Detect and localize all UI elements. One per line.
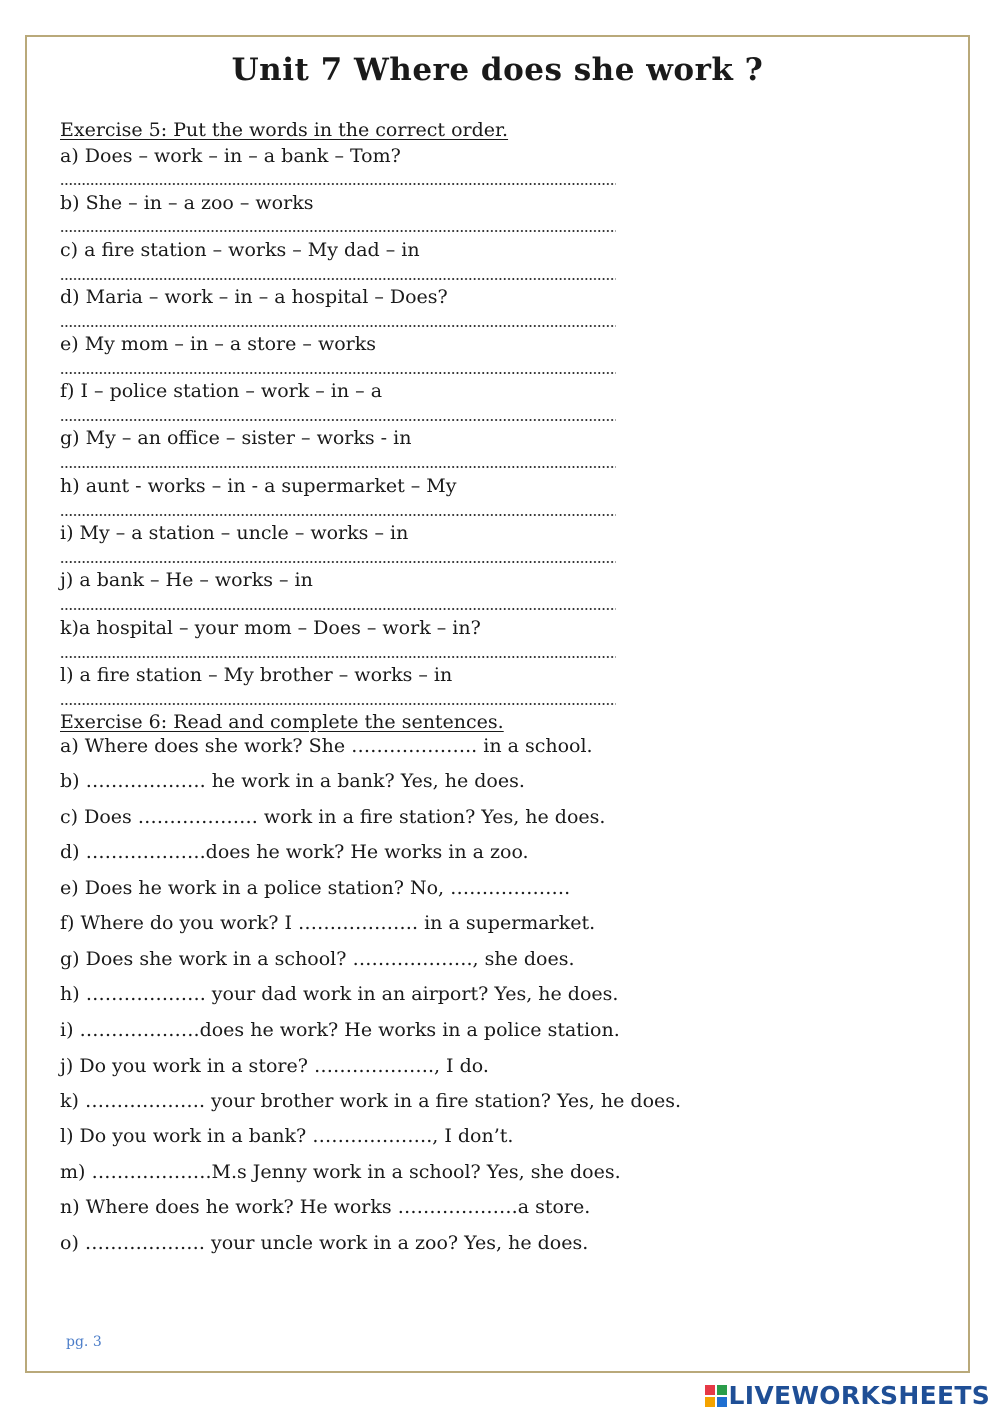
exercise-5-item-l: l) a fire station – My brother – works – in	[60, 664, 453, 686]
exercise-6-item-m: m) ……………….M.s Jenny work in a school? Yes, she does.	[60, 1161, 621, 1183]
exercise-6-item-n: n) Where does he work? He works ……………….a store.	[60, 1196, 591, 1218]
answer-line-i[interactable]	[60, 561, 616, 563]
exercise-6-heading: Exercise 6: Read and complete the sentences.	[60, 711, 504, 733]
exercise-6-item-f: f) Where do you work? I ………………. in a supermarket.	[60, 912, 596, 934]
page-number: pg. 3	[66, 1334, 102, 1350]
exercise-6-item-b: b) ………………. he work in a bank? Yes, he does.	[60, 770, 525, 792]
exercise-6-item-k: k) ………………. your brother work in a fire station? Yes, he does.	[60, 1090, 682, 1112]
answer-line-j[interactable]	[60, 608, 616, 610]
exercise-5-item-b: b) She – in – a zoo – works	[60, 192, 314, 214]
answer-line-c[interactable]	[60, 278, 616, 280]
exercise-6-item-o: o) ………………. your uncle work in a zoo? Yes, he does.	[60, 1232, 589, 1254]
exercise-6-item-e: e) Does he work in a police station? No, ……………….	[60, 877, 571, 899]
exercise-6-item-a: a) Where does she work? She ……………….. in a school.	[60, 735, 593, 757]
exercise-6-item-h: h) ………………. your dad work in an airport? Yes, he does.	[60, 983, 619, 1005]
exercise-6-item-g: g) Does she work in a school? ………………., she does.	[60, 948, 575, 970]
answer-line-a[interactable]	[60, 183, 616, 185]
exercise-5-heading: Exercise 5: Put the words in the correct order.	[60, 119, 509, 141]
exercise-6-item-d: d) ……………….does he work? He works in a zoo.	[60, 841, 529, 863]
exercise-5-item-j: j) a bank – He – works – in	[60, 569, 313, 591]
exercise-5-item-h: h) aunt - works – in - a supermarket – My	[60, 475, 457, 497]
answer-line-d[interactable]	[60, 325, 616, 327]
answer-line-b[interactable]	[60, 230, 616, 232]
answer-line-f[interactable]	[60, 419, 616, 421]
answer-line-h[interactable]	[60, 514, 616, 516]
exercise-5-item-c: c) a fire station – works – My dad – in	[60, 239, 420, 261]
exercise-5-item-a: a) Does – work – in – a bank – Tom?	[60, 145, 401, 167]
exercise-6-item-c: c) Does ………………. work in a fire station? Yes, he does.	[60, 806, 606, 828]
exercise-5-item-e: e) My mom – in – a store – works	[60, 333, 377, 355]
answer-line-e[interactable]	[60, 372, 616, 374]
liveworksheets-logo-icon	[705, 1385, 727, 1407]
exercise-5-item-g: g) My – an office – sister – works - in	[60, 427, 412, 449]
exercise-5-item-i: i) My – a station – uncle – works – in	[60, 522, 409, 544]
liveworksheets-wordmark: LIVEWORKSHEETS	[728, 1381, 990, 1410]
answer-line-g[interactable]	[60, 466, 616, 468]
exercise-6-item-j: j) Do you work in a store? ………………., I do.	[60, 1055, 489, 1077]
exercise-5-item-f: f) I – police station – work – in – a	[60, 380, 383, 402]
liveworksheets-brand[interactable]	[705, 1381, 990, 1410]
exercise-6-item-i: i) ……………….does he work? He works in a police station.	[60, 1019, 620, 1041]
exercise-6-item-l: l) Do you work in a bank? ………………., I don’t.	[60, 1125, 514, 1147]
exercise-5-item-d: d) Maria – work – in – a hospital – Does?	[60, 286, 448, 308]
answer-line-k[interactable]	[60, 656, 616, 658]
answer-line-l[interactable]	[60, 703, 616, 705]
page-title: Unit 7 Where does she work ?	[231, 52, 764, 88]
exercise-5-item-k: k)a hospital – your mom – Does – work – in?	[60, 617, 481, 639]
